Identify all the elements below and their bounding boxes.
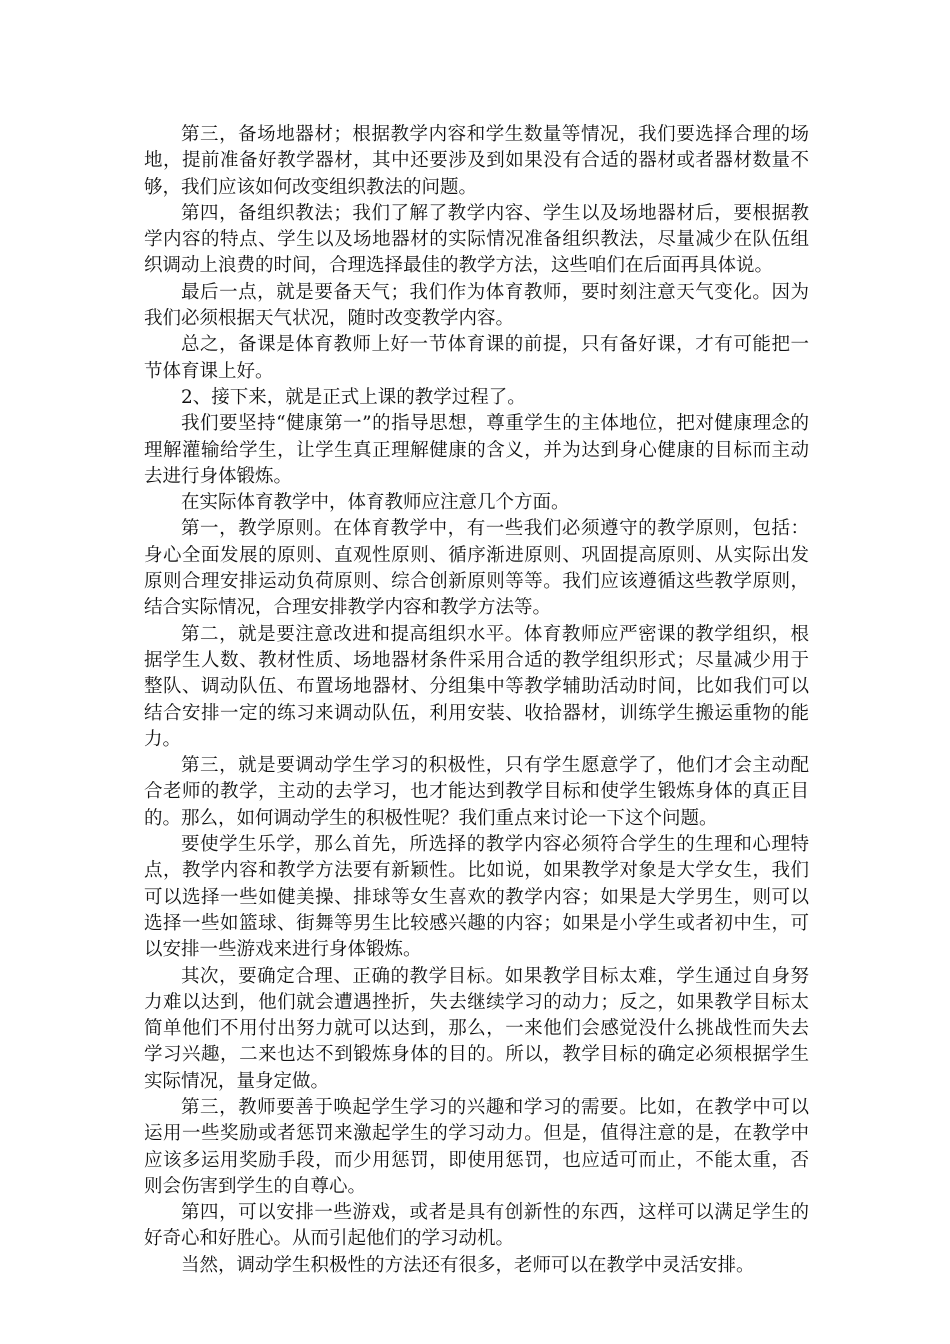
paragraph-organization-methods: 第四，备组织教法；我们了解了教学内容、学生以及场地器材后，要根据教学内容的特点、学生以及场地器材的实际情况准备组织教法，尽量减少在队伍组织调动上浪费的时间，合理选择最佳的教学方法，这些咱们在后面再具体说。 <box>144 202 809 277</box>
paragraph-health-first: 我们要坚持“健康第一”的指导思想，尊重学生的主体地位，把对健康理念的理解灌输给学生，让学生真正理解健康的含义，并为达到身心健康的目标而主动去进行身体锻炼。 <box>144 413 809 487</box>
paragraph-organization-level: 第二，就是要注意改进和提高组织水平。体育教师应严密课的教学组织，根据学生人数、教材性质、场地器材条件采用合适的教学组织形式；尽量减少用于整队、调动队伍、布置场地器材、分组集中等教学辅助活动时间，比如我们可以结合安排一定的练习来调动队伍，利用安装、收拾器材，训练学生搬运重物的能力。 <box>144 623 809 750</box>
paragraph-conclusion: 当然，调动学生积极性的方法还有很多，老师可以在教学中灵活安排。 <box>181 1254 755 1276</box>
paragraph-content-selection: 要使学生乐学，那么首先，所选择的教学内容必须符合学生的生理和心理特点，教学内容和教学方法要有新颖性。比如说，如果教学对象是大学女生，我们可以选择一些如健美操、排球等女生喜欢的教学内容；如果是大学男生，则可以选择一些如篮球、街舞等男生比较感兴趣的内容；如果是小学生或者初中生，可以安排一些游戏来进行身体锻炼。 <box>144 834 809 961</box>
paragraph-teaching-goals: 其次，要确定合理、正确的教学目标。如果教学目标太难，学生通过自身努力难以达到，他们就会遭遇挫折，失去继续学习的动力；反之，如果教学目标太简单他们不用付出努力就可以达到，那么，一来他们会感觉没什么挑战性而失去学习兴趣，二来也达不到锻炼身体的目的。所以，教学目标的确定必须根据学生实际情况，量身定做。 <box>144 965 809 1092</box>
paragraph-student-motivation: 第三，就是要调动学生学习的积极性，只有学生愿意学了，他们才会主动配合老师的教学，主动的去学习，也才能达到教学目标和使学生锻炼身体的真正目的。那么，如何调动学生的积极性呢？我们重点来讨论一下这个问题。 <box>144 755 809 829</box>
paragraph-section-2-heading: 2、接下来，就是正式上课的教学过程了。 <box>181 386 526 408</box>
paragraph-site-equipment: 第三，备场地器材；根据教学内容和学生数量等情况，我们要选择合理的场地，提前准备好教学器材，其中还要涉及到如果没有合适的器材或者器材数量不够，我们应该如何改变组织教法的问题。 <box>144 124 809 198</box>
paragraph-games: 第四，可以安排一些游戏，或者是具有创新性的东西，这样可以满足学生的好奇心和好胜心。从而引起他们的学习动机。 <box>144 1202 809 1250</box>
document-body <box>144 122 809 1279</box>
paragraph-weather: 最后一点，就是要备天气；我们作为体育教师，要时刻注意天气变化。因为我们必须根据天气状况，随时改变教学内容。 <box>144 281 809 330</box>
paragraph-teaching-principles: 第一，教学原则。在体育教学中，有一些我们必须遵守的教学原则，包括：身心全面发展的原则、直观性原则、循序渐进原则、巩固提高原则、从实际出发原则合理安排运动负荷原则、综合创新原则等等。我们应该遵循这些教学原则，结合实际情况，合理安排教学内容和教学方法等。 <box>144 518 809 619</box>
paragraph-summary: 总之，备课是体育教师上好一节体育课的前提，只有备好课，才有可能把一节体育课上好。 <box>144 334 809 382</box>
paragraph-aspects-intro: 在实际体育教学中，体育教师应注意几个方面。 <box>181 492 570 514</box>
paragraph-interest-needs: 第三，教师要善于唤起学生学习的兴趣和学习的需要。比如，在教学中可以运用一些奖励或者惩罚来激起学生的学习动力。但是，值得注意的是，在教学中应该多运用奖励手段，而少用惩罚，即使用惩罚，也应适可而止，不能太重，否则会伤害到学生的自尊心。 <box>144 1096 809 1197</box>
